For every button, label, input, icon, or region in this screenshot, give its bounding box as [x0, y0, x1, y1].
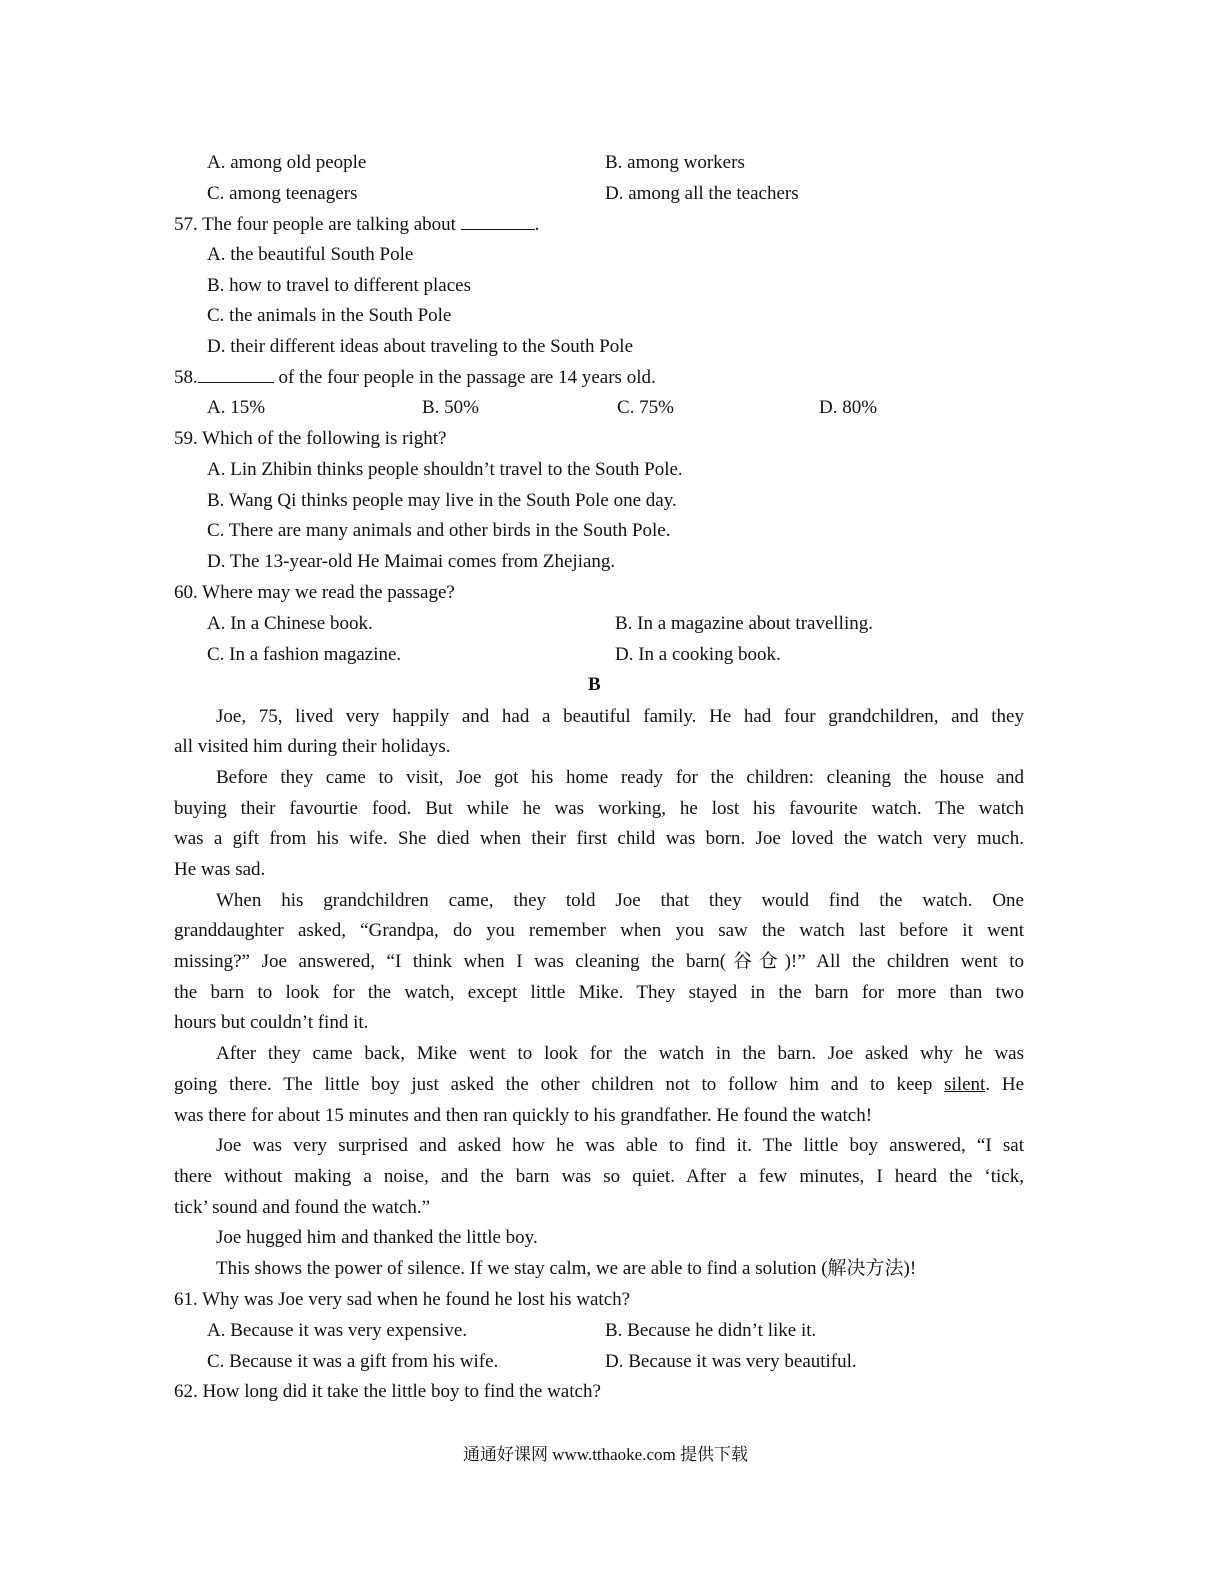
section-heading: B [588, 674, 601, 695]
passage-line: granddaughter asked, “Grandpa, do you remember when you saw the watch last before it went [174, 920, 1024, 941]
q58-option-a: A. 15% [207, 397, 266, 418]
q60-option-c: C. In a fashion magazine. [207, 644, 402, 665]
passage-line: was there for about 15 minutes and then ran quickly to his grandfather. He found the watch! [174, 1105, 873, 1126]
passage-line: When his grandchildren came, they told Joe that they would find the watch. One [216, 890, 1024, 911]
q57-stem-end: . [534, 214, 540, 235]
q59-option-c: C. There are many animals and other birds in the South Pole. [207, 520, 671, 541]
q58-option-c: C. 75% [617, 397, 674, 418]
q58-stem-text: of the four people in the passage are 14 years old. [278, 367, 656, 388]
passage-line: tick’ sound and found the watch.” [174, 1197, 431, 1218]
q61-option-b: B. Because he didn’t like it. [605, 1320, 817, 1341]
q56-option-a: A. among old people [207, 152, 367, 173]
passage-line: Joe, 75, lived very happily and had a beautiful family. He had four grandchildren, and they [216, 706, 1024, 727]
answer-blank [461, 214, 535, 230]
passage-line: the barn to look for the watch, except little Mike. They stayed in the barn for more than two [174, 982, 1024, 1003]
passage-line: all visited him during their holidays. [174, 736, 451, 757]
q57-option-a: A. the beautiful South Pole [207, 244, 414, 265]
q56-option-d: D. among all the teachers [605, 183, 799, 204]
q58-number: 58. [174, 367, 198, 388]
passage-line: was a gift from his wife. She died when their first child was born. Joe loved the watch very much. [174, 828, 1024, 849]
q59-option-b: B. Wang Qi thinks people may live in the South Pole one day. [207, 490, 677, 511]
answer-blank [198, 367, 274, 383]
q58-option-d: D. 80% [819, 397, 878, 418]
passage-line [174, 1073, 1024, 1097]
q62-stem: 62. How long did it take the little boy to find the watch? [174, 1381, 601, 1402]
q61-option-a: A. Because it was very expensive. [207, 1320, 468, 1341]
q59-option-d: D. The 13-year-old He Maimai comes from Zhejiang. [207, 551, 616, 572]
passage-text: going there. The little boy just asked the other children not to follow him and to keep [174, 1074, 933, 1095]
q57-stem-text: 57. The four people are talking about [174, 214, 456, 235]
q57-option-d: D. their different ideas about traveling to the South Pole [207, 336, 633, 357]
passage-text: . He [985, 1074, 1025, 1095]
underlined-word: silent [944, 1074, 986, 1095]
q57-option-b: B. how to travel to different places [207, 275, 471, 296]
passage-line: missing?” Joe answered, “I think when I was cleaning the barn(谷仓)!” All the children went to [174, 951, 1024, 972]
passage-line: After they came back, Mike went to look for the watch in the barn. Joe asked why he was [216, 1043, 1024, 1064]
passage-line: Before they came to visit, Joe got his home ready for the children: cleaning the house and [216, 767, 1024, 788]
q61-stem: 61. Why was Joe very sad when he found he lost his watch? [174, 1289, 631, 1310]
passage-line: This shows the power of silence. If we stay calm, we are able to find a solution (解决方法)! [216, 1258, 917, 1279]
q58-stem [174, 366, 656, 390]
q57-stem [174, 213, 539, 237]
passage-line: Joe hugged him and thanked the little boy. [216, 1227, 538, 1248]
passage-line: Joe was very surprised and asked how he was able to find it. The little boy answered, “I sat [216, 1135, 1024, 1156]
q61-option-d: D. Because it was very beautiful. [605, 1351, 857, 1372]
q58-option-b: B. 50% [422, 397, 479, 418]
q60-option-a: A. In a Chinese book. [207, 613, 373, 634]
q59-option-a: A. Lin Zhibin thinks people shouldn’t travel to the South Pole. [207, 459, 683, 480]
passage-line: there without making a noise, and the barn was so quiet. After a few minutes, I heard the ‘tick, [174, 1166, 1024, 1187]
q61-option-c: C. Because it was a gift from his wife. [207, 1351, 499, 1372]
q59-stem: 59. Which of the following is right? [174, 428, 447, 449]
q60-stem: 60. Where may we read the passage? [174, 582, 455, 603]
q56-option-b: B. among workers [605, 152, 745, 173]
q57-option-c: C. the animals in the South Pole [207, 305, 452, 326]
q60-option-d: D. In a cooking book. [615, 644, 781, 665]
q56-option-c: C. among teenagers [207, 183, 358, 204]
passage-line: buying their favourtie food. But while he was working, he lost his favourite watch. The watch [174, 798, 1024, 819]
page-footer: 通通好课网 www.tthaoke.com 提供下载 [462, 1445, 749, 1464]
q60-option-b: B. In a magazine about travelling. [615, 613, 873, 634]
passage-line: hours but couldn’t find it. [174, 1012, 369, 1033]
passage-line: He was sad. [174, 859, 266, 880]
